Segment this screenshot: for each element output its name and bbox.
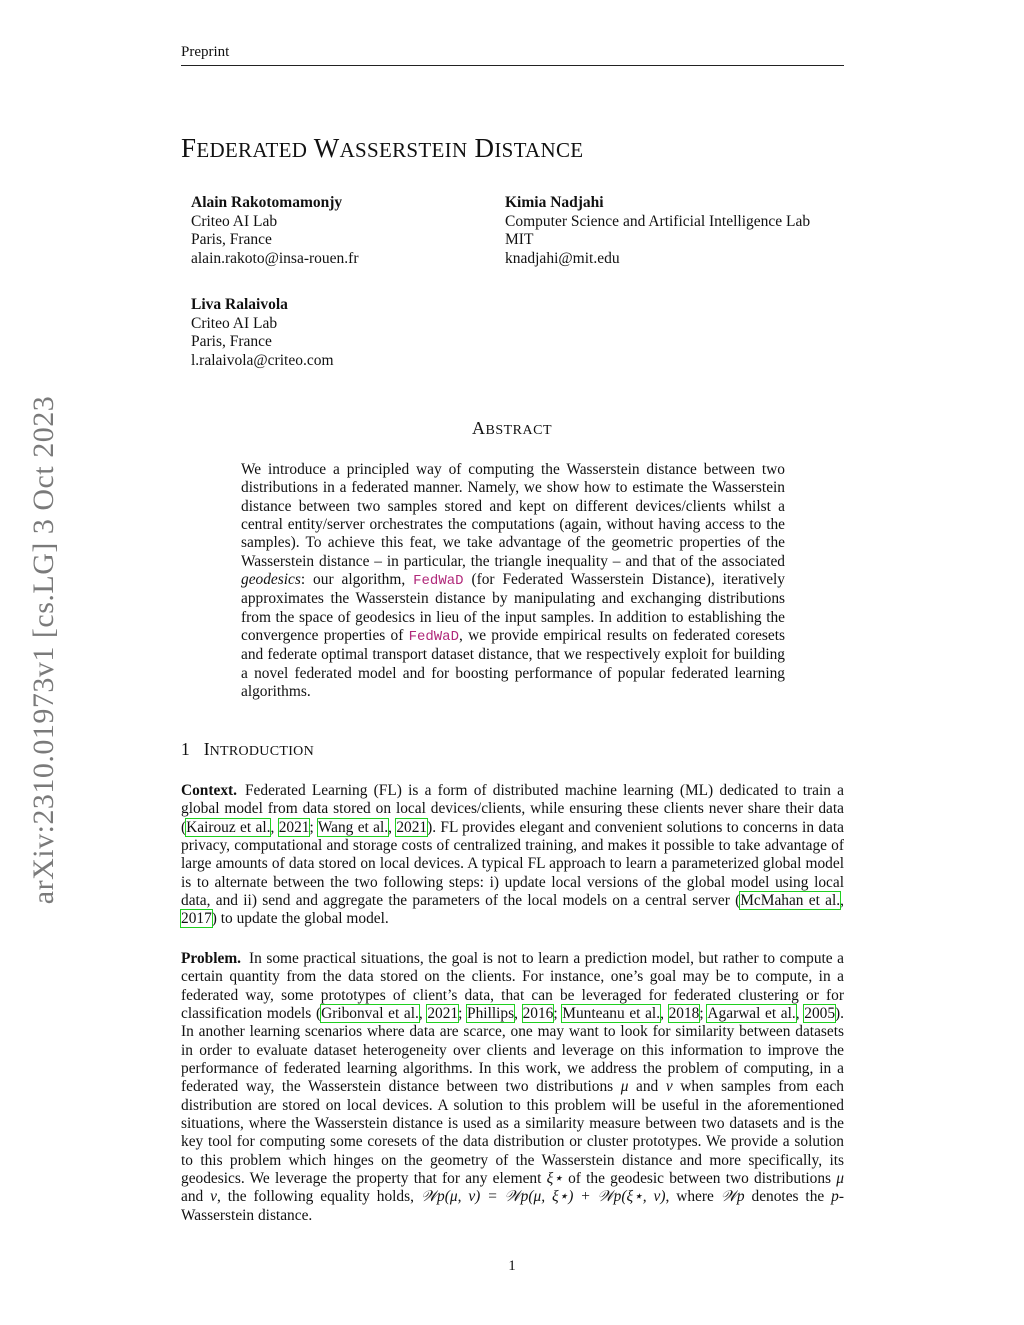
arxiv-side-stamp: arXiv:2310.01973v1 [cs.LG] 3 Oct 2023 [27, 395, 60, 905]
author-name: Alain Rakotomamonjy [191, 194, 343, 211]
author-location: Paris, France [191, 333, 272, 351]
header-rule [181, 65, 844, 66]
author-email: knadjahi@mit.edu [505, 249, 620, 267]
author-block-2 [505, 194, 810, 268]
citation-link[interactable]: 2005 [804, 1005, 836, 1023]
citation-link[interactable]: Phillips [467, 1005, 515, 1023]
paragraph-label: Context. [181, 782, 237, 799]
author-block-1 [191, 194, 359, 268]
citation-link[interactable]: Agarwal et al. [707, 1005, 796, 1023]
author-location: Paris, France [191, 231, 272, 249]
problem-paragraph: Problem. In some practical situations, the goal is not to learn a prediction model, but rather to compute a certain quantity from the data stored on the clients. For instance, one’s goal may be to compute, in a federated way, some prototypes of client’s data, that can be leveraged for federated clustering or for classification models (Gribonval et al., 2021; Phillips, 2016; Munteanu et al., 2018; Agarwal et al., 2005). In another learning scenarios where data are scarce, one may want to look for similarity between datasets in order to evaluate dataset heterogeneity over clients and leverage on this information to improve the performance of federated learning algorithms. In this work, we address the problem of computing, in a federated way, the Wasserstein distance between two distributions μ and ν when samples from each distribution are stored on local devices. A solution to this problem will be useful in the aforementioned situations, where the Wasserstein distance is used as a similarity measure between two datasets and is the key tool for computing some coresets of the data distribution or cluster prototypes. We provide a solution to this problem which hinges on the geometry of the Wasserstein distance and more specifically, its geodesics. We leverage the property that for any element ξ⋆ of the geodesic between two distributions μ and ν, the following equality holds, 𝒲p(μ, ν) = 𝒲p(μ, ξ⋆) + 𝒲p(ξ⋆, ν), where 𝒲p denotes the p-Wasserstein distance. [181, 950, 845, 1224]
fedwad-name: FedWaD [413, 573, 464, 590]
page-number: 1 [508, 1258, 516, 1274]
citation-link[interactable]: McMahan et al. [740, 892, 841, 910]
citation-link[interactable]: Wang et al. [317, 818, 389, 836]
wasserstein-equation: 𝒲p(μ, ν) = 𝒲p(μ, ξ⋆) + 𝒲p(ξ⋆, ν) [420, 1188, 666, 1206]
author-email: l.ralaivola@criteo.com [191, 351, 334, 369]
author-block-3 [191, 296, 334, 370]
author-affiliation: Criteo AI Lab [191, 212, 278, 230]
author-name: Liva Ralaivola [191, 296, 288, 313]
paper-title: FEDERATED WASSERSTEIN DISTANCE [181, 133, 584, 163]
citation-link[interactable]: 2017 [181, 910, 212, 928]
citation-link[interactable]: 2021 [396, 818, 428, 836]
author-affiliation: Computer Science and Artificial Intelligence Lab [505, 212, 811, 230]
paragraph-label: Problem. [181, 950, 241, 967]
author-affiliation: Criteo AI Lab [191, 314, 278, 332]
author-location: MIT [505, 231, 534, 249]
citation-link[interactable]: 2021 [427, 1005, 459, 1023]
context-paragraph: Context. Federated Learning (FL) is a form of distributed machine learning (ML) dedicated to train a global model from data stored on local devices/clients, while ensuring these clients never share their data (Kairouz et al., 2021; Wang et al., 2021). FL provides elegant and convenient solutions to concerns in data privacy, computational and storage costs of centralized training, and makes it possible to take advantage of large amounts of data stored on local devices. A typical FL approach to learn a parameterized global model is to alternate between the two following steps: i) update local versions of the global model using local data, and ii) send and aggregate the parameters of the local models on a central server (McMahan et al., 2017) to update the global model. [181, 782, 844, 928]
citation-link[interactable]: 2016 [522, 1005, 554, 1023]
citation-link[interactable]: Munteanu et al. [562, 1005, 661, 1023]
abstract-heading: ABSTRACT [471, 418, 552, 438]
citation-link[interactable]: Gribonval et al. [321, 1005, 419, 1023]
abstract-body: We introduce a principled way of computing the Wasserstein distance between two distributions in a federated manner. Namely, we show how to estimate the Wasserstein distance between two samples stored and kept on different devices/clients whilst a central entity/server orchestrates the computations (again, without having access to the samples). To achieve this feat, we take advantage of the geometric properties of the Wasserstein distance – in particular, the triangle inequality – and that of the associated geodesics: our algorithm, FedWaD (for Federated Wasserstein Distance), iteratively approximates the Wasserstein distance by manipulating and exchanging distributions from the space of geodesics in lieu of the input samples. In addition to establishing the convergence properties of FedWaD, we provide empirical results on federated coresets and federate optimal transport dataset distance, that we respectively exploit for building a novel federated model and for boosting performance of popular federated learning algorithms. [241, 461, 785, 701]
citation-link[interactable]: 2018 [668, 1005, 700, 1023]
section-heading-introduction: 1 INTRODUCTION [181, 739, 314, 759]
citation-link[interactable]: 2021 [278, 818, 310, 836]
author-email: alain.rakoto@insa-rouen.fr [191, 249, 359, 267]
running-header: Preprint [181, 44, 230, 60]
fedwad-name: FedWaD [408, 629, 459, 646]
author-name: Kimia Nadjahi [505, 194, 604, 211]
citation-link[interactable]: Kairouz et al. [186, 818, 271, 836]
